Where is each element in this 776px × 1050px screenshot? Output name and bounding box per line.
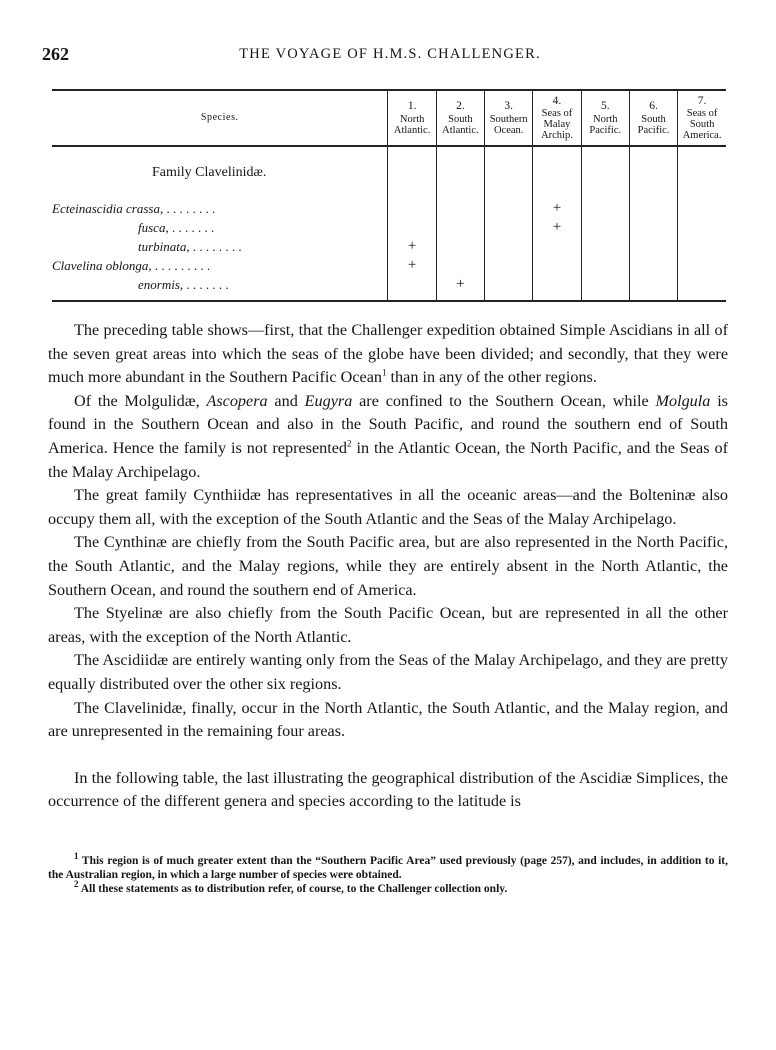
presence-mark: + <box>533 218 581 237</box>
presence-mark <box>436 256 484 275</box>
column-header: 6. South Pacific. <box>629 90 677 146</box>
page-header <box>42 44 738 66</box>
presence-mark <box>388 218 436 237</box>
presence-mark <box>485 256 533 275</box>
presence-mark <box>436 237 484 256</box>
column-header: 5. North Pacific. <box>581 90 629 146</box>
footnote: $^1$ This region is of much greater extent than the “Southern Pacific Area” used previously (page 257), and includes, in addition to it, the Australian region, in which a large number of species were obtained. <box>48 851 728 882</box>
footnotes <box>48 851 728 897</box>
presence-mark <box>678 237 726 256</box>
presence-mark <box>629 218 677 237</box>
presence-mark <box>388 199 436 218</box>
presence-mark <box>581 237 629 256</box>
presence-mark: + <box>436 275 484 294</box>
column-header: 3. Southern Ocean. <box>485 90 533 146</box>
paragraph: The Clavelinidæ, finally, occur in the North Atlantic, the South Atlantic, and the Malay region, and are unrepresented in the remaining four areas. <box>48 698 728 741</box>
presence-mark <box>436 218 484 237</box>
paragraph: Of the Molgulidæ, Ascopera and Eugyra are confined to the Southern Ocean, while Molgula is found in the Southern Ocean and also in the South Pacific, and round the southern end of South America. Hence the family is not represented$^2$ in the Atlantic Ocean, the North Pacific, and the Seas of the Malay Archipelago. <box>48 391 728 481</box>
presence-mark <box>629 237 677 256</box>
page-number: 262 <box>42 44 69 64</box>
presence-mark <box>485 218 533 237</box>
species-name: fusca, . . . . . . . <box>52 218 388 237</box>
presence-mark <box>533 237 581 256</box>
species-name: Clavelina oblonga, . . . . . . . . . <box>52 256 388 275</box>
presence-mark <box>485 199 533 218</box>
presence-mark <box>533 275 581 294</box>
footnote-ref: 1 <box>382 367 387 378</box>
presence-mark <box>629 199 677 218</box>
species-name: enormis, . . . . . . . <box>52 275 388 294</box>
species-header-label: Species. <box>200 112 239 124</box>
presence-mark <box>581 256 629 275</box>
footnote: $^2$ All these statements as to distribution refer, of course, to the Challenger collection only. <box>74 879 508 896</box>
distribution-table <box>52 89 726 302</box>
paragraph: The great family Cynthiidæ has representatives in all the oceanic areas—and the Bolteninæ also occupy them all, with the exception of the South Atlantic and the Seas of the Malay Archipelago. <box>48 486 728 528</box>
presence-mark <box>581 218 629 237</box>
running-title: THE VOYAGE OF H.M.S. CHALLENGER. <box>239 46 541 62</box>
presence-mark <box>678 199 726 218</box>
table-row <box>52 256 726 275</box>
presence-mark <box>485 275 533 294</box>
paragraph: The Ascidiidæ are entirely wanting only from the Seas of the Malay Archipelago, and they are pretty equally distributed over the other six regions. <box>48 651 728 693</box>
paragraph: The Styelinæ are also chiefly from the South Pacific Ocean, but are represented in all the other areas, with the exception of the North Atlantic. <box>48 604 728 646</box>
species-name: turbinata, . . . . . . . . <box>52 237 388 256</box>
presence-mark: + <box>533 199 581 218</box>
table-row <box>52 199 726 218</box>
presence-mark <box>678 275 726 294</box>
table-row <box>52 218 726 237</box>
presence-mark <box>581 275 629 294</box>
species-column-header <box>52 90 388 146</box>
presence-mark <box>629 275 677 294</box>
table-spacer-row <box>52 294 726 301</box>
column-header: 4. Seas of Malay Archip. <box>533 90 581 146</box>
presence-mark <box>533 256 581 275</box>
paragraph: In the following table, the last illustrating the geographical distribution of the Ascidiæ Simplices, the occurrence of the different genera and species according to the latitude is <box>48 768 728 811</box>
presence-mark: + <box>388 237 436 256</box>
column-header: 2. South Atlantic. <box>436 90 484 146</box>
presence-mark <box>485 237 533 256</box>
family-row <box>52 146 726 199</box>
table-row <box>52 237 726 256</box>
presence-mark <box>388 275 436 294</box>
presence-mark <box>629 256 677 275</box>
family-label: Family Clavelinidæ. <box>52 146 388 199</box>
presence-mark <box>581 199 629 218</box>
column-header: 7. Seas of South America. <box>678 90 726 146</box>
presence-mark: + <box>388 256 436 275</box>
presence-mark <box>678 256 726 275</box>
paragraph: The Cynthinæ are chiefly from the South Pacific area, but are also represented in the North Pacific, the South Atlantic, and the Malay regions, while they are entirely absent in the North Atlantic, the Southern Ocean, and round the southern end of America. <box>48 533 728 599</box>
footnote-ref: 2 <box>347 438 352 449</box>
table-header-row <box>52 90 726 146</box>
paragraph: The preceding table shows—first, that the Challenger expedition obtained Simple Ascidians in all of the seven great areas into which the seas of the globe have been divided; and secondly, that they were much more abundant in the Southern Pacific Ocean$^1$ than in any of the other regions. <box>48 321 728 387</box>
species-name: Ecteinascidia crassa, . . . . . . . . <box>52 199 388 218</box>
presence-mark <box>678 218 726 237</box>
presence-mark <box>436 199 484 218</box>
body-text <box>48 319 728 814</box>
table-row <box>52 275 726 294</box>
column-header: 1. North Atlantic. <box>388 90 436 146</box>
